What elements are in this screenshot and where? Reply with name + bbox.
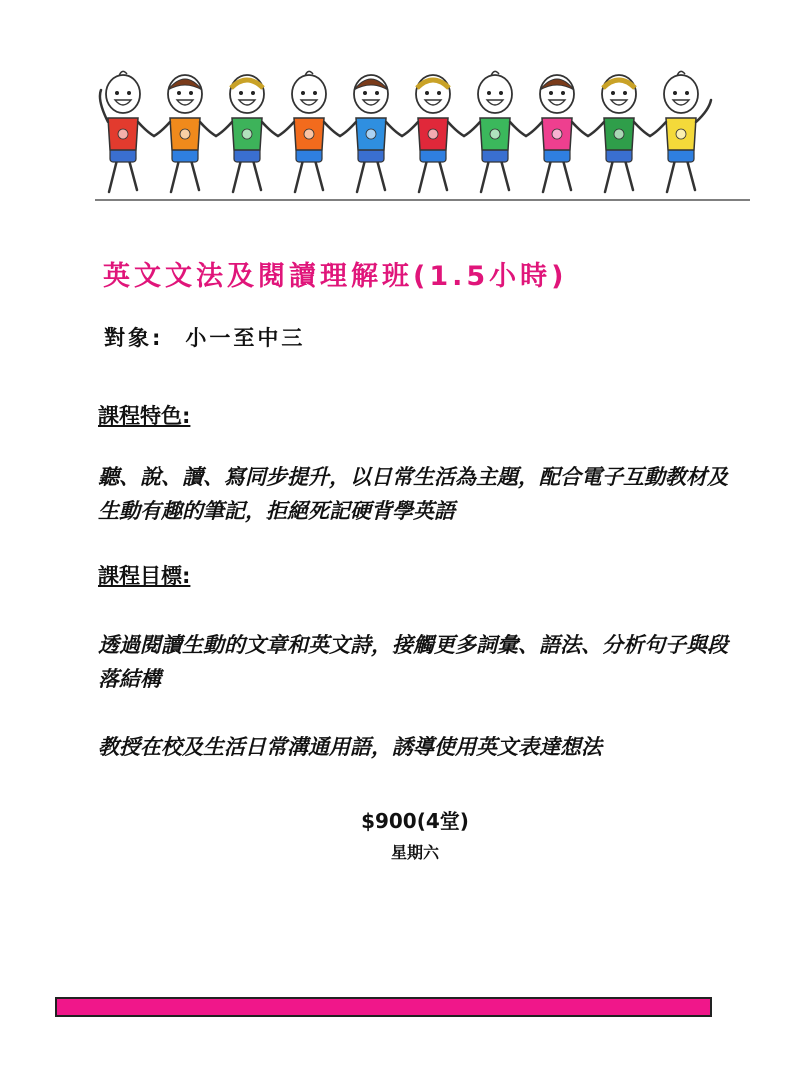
child-head xyxy=(292,75,326,113)
features-text: 聽、說、讀、寫同步提升，以日常生活為主題，配合電子互動教材及生動有趣的筆記，拒絕死記硬背學英語 xyxy=(98,465,728,523)
child-eye xyxy=(177,91,181,95)
child-legs xyxy=(605,160,633,192)
child-figure xyxy=(278,71,340,192)
child-eye xyxy=(375,91,379,95)
child-legs xyxy=(543,160,571,192)
target-audience xyxy=(104,322,305,352)
child-shirt-emblem xyxy=(428,129,438,139)
child-eye xyxy=(561,91,565,95)
child-legs xyxy=(667,160,695,192)
child-figure xyxy=(650,71,711,192)
child-eye xyxy=(673,91,677,95)
child-legs xyxy=(171,160,199,192)
child-legs xyxy=(109,160,137,192)
child-shirt-emblem xyxy=(304,129,314,139)
class-day: 星期六 xyxy=(390,843,439,862)
child-eye xyxy=(487,91,491,95)
child-eye xyxy=(623,91,627,95)
child-eye xyxy=(189,91,193,95)
footer-bar xyxy=(55,997,712,1017)
child-head xyxy=(478,75,512,113)
child-shirt-emblem xyxy=(490,129,500,139)
child-legs xyxy=(233,160,261,192)
child-eye xyxy=(499,91,503,95)
child-legs xyxy=(295,160,323,192)
child-legs xyxy=(481,160,509,192)
child-figure xyxy=(340,75,402,192)
child-legs xyxy=(357,160,385,192)
child-eye xyxy=(301,91,305,95)
child-eye xyxy=(239,91,243,95)
child-eye xyxy=(251,91,255,95)
child-eye xyxy=(611,91,615,95)
child-shirt-emblem xyxy=(614,129,624,139)
child-eye xyxy=(437,91,441,95)
target-value: 小一至中三 xyxy=(185,326,306,350)
child-shirt-emblem xyxy=(552,129,562,139)
features-heading: 課程特色: xyxy=(98,404,191,428)
child-eye xyxy=(313,91,317,95)
course-title: 英文文法及閱讀理解班(1.5小時) xyxy=(103,261,568,292)
child-eye xyxy=(425,91,429,95)
child-head xyxy=(106,75,140,113)
child-eye xyxy=(363,91,367,95)
child-shirt-emblem xyxy=(676,129,686,139)
child-eye xyxy=(115,91,119,95)
child-shirt-emblem xyxy=(242,129,252,139)
goals-text-1: 透過閱讀生動的文章和英文詩，接觸更多詞彙、語法、分析句子與段落結構 xyxy=(98,633,728,691)
child-head xyxy=(664,75,698,113)
child-eye xyxy=(549,91,553,95)
child-eye xyxy=(685,91,689,95)
child-shirt-emblem xyxy=(366,129,376,139)
goals-text-2: 教授在校及生活日常溝通用語，誘導使用英文表達想法 xyxy=(98,735,602,759)
child-figure xyxy=(100,71,154,192)
child-figure xyxy=(216,75,278,192)
child-figure xyxy=(588,75,650,192)
child-eye xyxy=(127,91,131,95)
child-figure xyxy=(402,75,464,192)
child-shirt-emblem xyxy=(118,129,128,139)
child-figure xyxy=(526,75,588,192)
price: $900(4堂) xyxy=(361,809,469,833)
child-figure xyxy=(464,71,526,192)
child-figure xyxy=(154,75,216,192)
child-legs xyxy=(419,160,447,192)
children-holding-hands-illustration xyxy=(95,60,750,205)
target-label: 對象: xyxy=(104,326,164,350)
child-shirt-emblem xyxy=(180,129,190,139)
goals-heading: 課程目標: xyxy=(98,564,191,588)
